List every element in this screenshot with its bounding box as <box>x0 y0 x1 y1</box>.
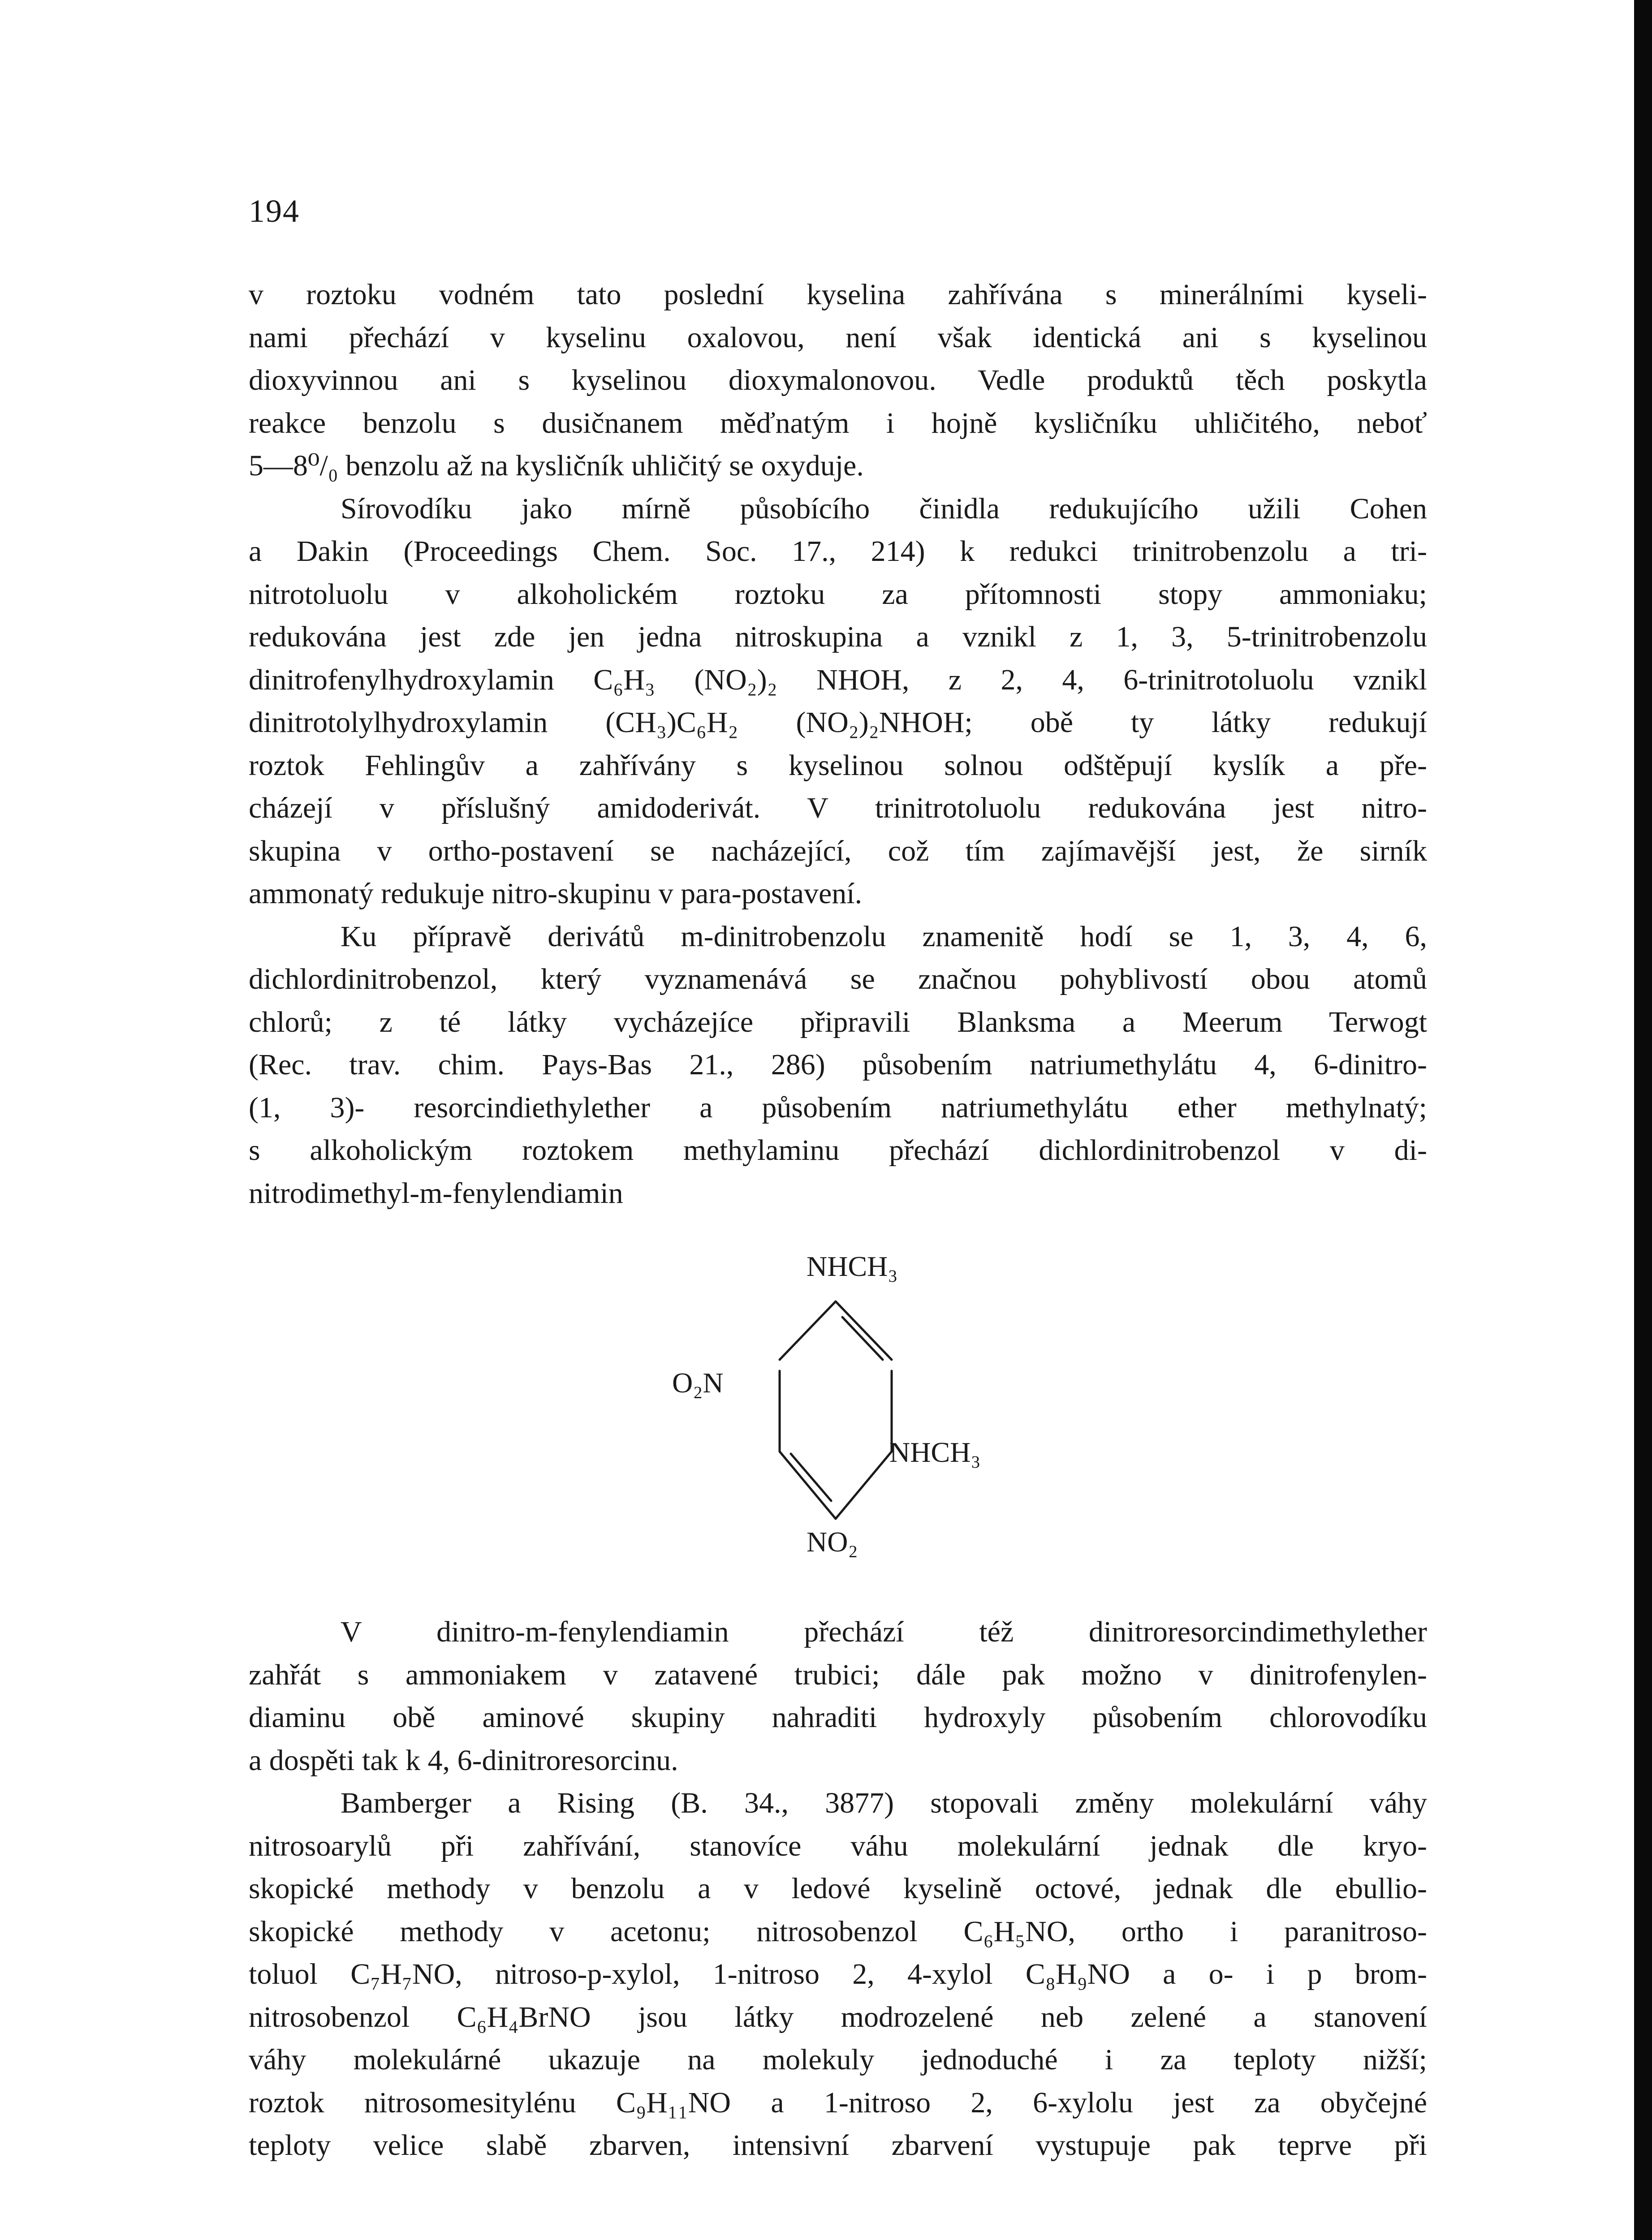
text-line: roztok Fehlingův a zahřívány s kyselinou solnou odštěpují kyslík a pře- <box>249 749 1427 782</box>
page-number: 194 <box>249 193 300 229</box>
text-line: diaminu obě aminové skupiny nahraditi hydroxyly působením chlorovodíku <box>249 1701 1427 1734</box>
text-line: Sírovodíku jako mírně působícího činidla redukujícího užili Cohen <box>341 492 1427 525</box>
text-line: nitrotoluolu v alkoholickém roztoku za přítomnosti stopy ammoniaku; <box>249 577 1427 611</box>
text-line: teploty velice slabě zbarven, intensivní zbarvení vystupuje pak teprve při <box>249 2129 1427 2162</box>
substituent-left: O₂N <box>672 1367 724 1399</box>
ring-bond <box>836 1452 892 1519</box>
substituent-bottom: NO₂ <box>807 1526 858 1558</box>
text-line: ammonatý redukuje nitro-skupinu v para-postavení. <box>249 877 863 910</box>
text-line: váhy molekulárné ukazuje na molekuly jednoduché i za teploty nižší; <box>249 2043 1427 2076</box>
text-line: (Rec. trav. chim. Pays-Bas 21., 286) působením natriumethylátu 4, 6-dinitro- <box>249 1048 1427 1081</box>
text-line: toluol C₇H₇NO, nitroso-p-xylol, 1-nitroso 2, 4-xylol C₈H₉NO a o- i p brom- <box>249 1958 1427 1990</box>
text-line: dinitrofenylhydroxylamin C₆H₃ (NO₂)₂ NHOH, z 2, 4, 6-trinitrotoluolu vznikl <box>249 663 1427 696</box>
text-line: 5—8⁰/₀ benzolu až na kysličník uhličitý se oxyduje. <box>249 449 864 482</box>
text-line: (1, 3)- resorcindiethylether a působením natriumethylátu ether methylnatý; <box>249 1091 1427 1124</box>
ring-bond <box>780 1301 836 1360</box>
text-line: chlorů; z té látky vycházejíce připravili Blanksma a Meerum Terwogt <box>249 1005 1427 1038</box>
text-line: a Dakin (Proceedings Chem. Soc. 17., 214) k redukci trinitrobenzolu a tri- <box>249 535 1427 568</box>
substituent-right: NHCH₃ <box>889 1436 981 1468</box>
ring-bond <box>780 1452 836 1519</box>
scan-edge-right <box>1634 0 1652 2240</box>
text-line: zahřát s ammoniakem v zatavené trubici; dále pak možno v dinitrofenylen- <box>249 1658 1427 1691</box>
body-text-bottom <box>249 1611 1427 2167</box>
text-line: s alkoholickým roztokem methylaminu přechází dichlordinitrobenzol v di- <box>249 1134 1427 1167</box>
text-line: dinitrotolylhydroxylamin (CH₃)C₆H₂ (NO₂)₂NHOH; obě ty látky redukují <box>249 706 1427 739</box>
text-line: nami přechází v kyselinu oxalovou, není však identická ani s kyselinou <box>249 321 1427 354</box>
text-line: skopické methody v benzolu a v ledové kyselině octové, jednak dle ebullio- <box>249 1872 1427 1905</box>
text-line: skopické methody v acetonu; nitrosobenzol C₆H₅NO, ortho i paranitroso- <box>249 1915 1427 1948</box>
substituent-top: NHCH₃ <box>807 1250 898 1282</box>
ring-bond-double <box>842 1317 883 1360</box>
text-line: Bamberger a Rising (B. 34., 3877) stopovali změny molekulární váhy <box>341 1787 1427 1819</box>
text-line: a dospěti tak k 4, 6-dinitroresorcinu. <box>249 1744 678 1777</box>
text-line: dioxyvinnou ani s kyselinou dioxymalonovou. Vedle produktů těch poskytla <box>249 364 1427 396</box>
text-line: cházejí v příslušný amidoderivát. V trinitrotoluolu redukována jest nitro- <box>249 792 1427 824</box>
ring-bond-double <box>791 1454 831 1501</box>
text-line: dichlordinitrobenzol, který vyznamenává se značnou pohyblivostí obou atomů <box>249 963 1427 995</box>
text-line: v roztoku vodném tato poslední kyselina zahřívána s minerálními kyseli- <box>249 278 1427 311</box>
ring-bond <box>836 1301 892 1360</box>
structural-formula <box>672 1250 1031 1564</box>
text-line: skupina v ortho-postavení se nacházející, což tím zajímavější jest, že sirník <box>249 834 1427 867</box>
benzene-ring <box>672 1250 1031 1564</box>
text-line: roztok nitrosomesitylénu C₉H₁₁NO a 1-nitroso 2, 6-xylolu jest za obyčejné <box>249 2086 1427 2119</box>
text-line: nitrosobenzol C₆H₄BrNO jsou látky modrozelené neb zelené a stanovení <box>249 2000 1427 2033</box>
text-line: nitrosoarylů při zahřívání, stanovíce váhu molekulární jednak dle kryo- <box>249 1829 1427 1862</box>
text-line: redukována jest zde jen jedna nitroskupina a vznikl z 1, 3, 5-trinitrobenzolu <box>249 620 1427 653</box>
text-line: nitrodimethyl-m-fenylendiamin <box>249 1176 623 1210</box>
text-line: Ku přípravě derivátů m-dinitrobenzolu znamenitě hodí se 1, 3, 4, 6, <box>341 920 1427 953</box>
text-line: V dinitro-m-fenylendiamin přechází též dinitroresorcindimethylether <box>341 1615 1427 1648</box>
text-line: reakce benzolu s dusičnanem měďnatým i hojně kysličníku uhličitého, neboť <box>249 406 1427 439</box>
body-text-top <box>249 273 1427 1215</box>
